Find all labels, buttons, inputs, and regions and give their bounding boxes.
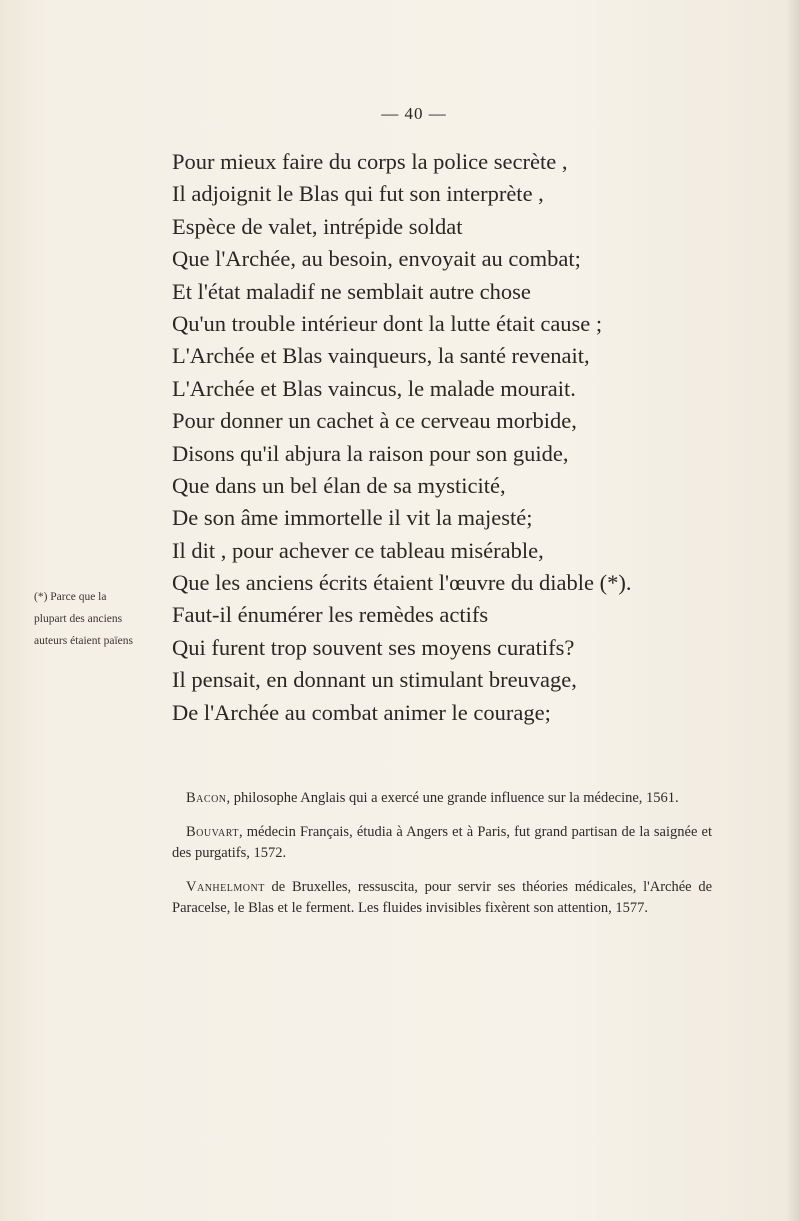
note-name: Vanhelmont — [186, 878, 265, 895]
verse-line: Qui furent trop souvent ses moyens curatifs? — [172, 634, 575, 660]
verse-line: L'Archée et Blas vainqueurs, la santé revenait, — [172, 343, 590, 369]
verse-line: Il adjoignit le Blas qui fut son interprète , — [172, 181, 544, 207]
page-edge-shadow — [786, 0, 800, 1221]
biographical-notes — [172, 788, 712, 932]
verse-line: De l'Archée au combat animer le courage; — [172, 699, 551, 725]
verse-line: Faut-il énumérer les remèdes actifs — [172, 602, 489, 628]
margin-note-line: plupart des anciens — [34, 613, 123, 625]
verse-line: Il dit , pour achever ce tableau misérable, — [172, 537, 544, 563]
verse-line: Que les anciens écrits étaient l'œuvre du diable (*). — [172, 570, 632, 596]
note-bouvart — [172, 822, 712, 865]
poem-verses — [172, 146, 732, 729]
verse-line: Et l'état maladif ne semblait autre chose — [172, 278, 531, 304]
page-number: — 40 — — [381, 104, 447, 123]
note-name: Bacon — [186, 790, 227, 806]
verse-line: Pour donner un cachet à ce cerveau morbide, — [172, 408, 577, 434]
verse-line: L'Archée et Blas vaincus, le malade mourait. — [172, 375, 576, 401]
note-bacon — [172, 788, 712, 810]
verse-line: Disons qu'il abjura la raison pour son guide, — [172, 440, 569, 466]
note-text: , philosophe Anglais qui a exercé une grande influence sur la médecine, 1561. — [226, 790, 679, 806]
note-vanhelmont — [172, 877, 712, 920]
verse-line: Que dans un bel élan de sa mysticité, — [172, 472, 506, 498]
verse-line: Qu'un trouble intérieur dont la lutte était cause ; — [172, 310, 603, 336]
verse-line: De son âme immortelle il vit la majesté; — [172, 505, 533, 531]
verse-line: Il pensait, en donnant un stimulant breuvage, — [172, 667, 577, 693]
note-name: Bouvart — [186, 823, 239, 840]
verse-line: Pour mieux faire du corps la police secrète , — [172, 149, 568, 174]
verse-line: Espèce de valet, intrépide soldat — [172, 213, 463, 239]
note-text: de Bruxelles, ressuscita, pour servir ses théories médicales, l'Archée de Paracelse, le Blas et le ferment. Les fluides invisibles fixèrent son attention, 1577. — [172, 878, 712, 916]
margin-note-line: (*) Parce que la — [34, 591, 107, 603]
margin-note-line: auteurs étaient païens — [34, 635, 133, 647]
verse-line: Que l'Archée, au besoin, envoyait au combat; — [172, 246, 581, 272]
margin-note — [34, 586, 174, 652]
note-text: , médecin Français, étudia à Angers et à Paris, fut grand partisan de la saignée et des purgatifs, 1572. — [172, 823, 712, 861]
